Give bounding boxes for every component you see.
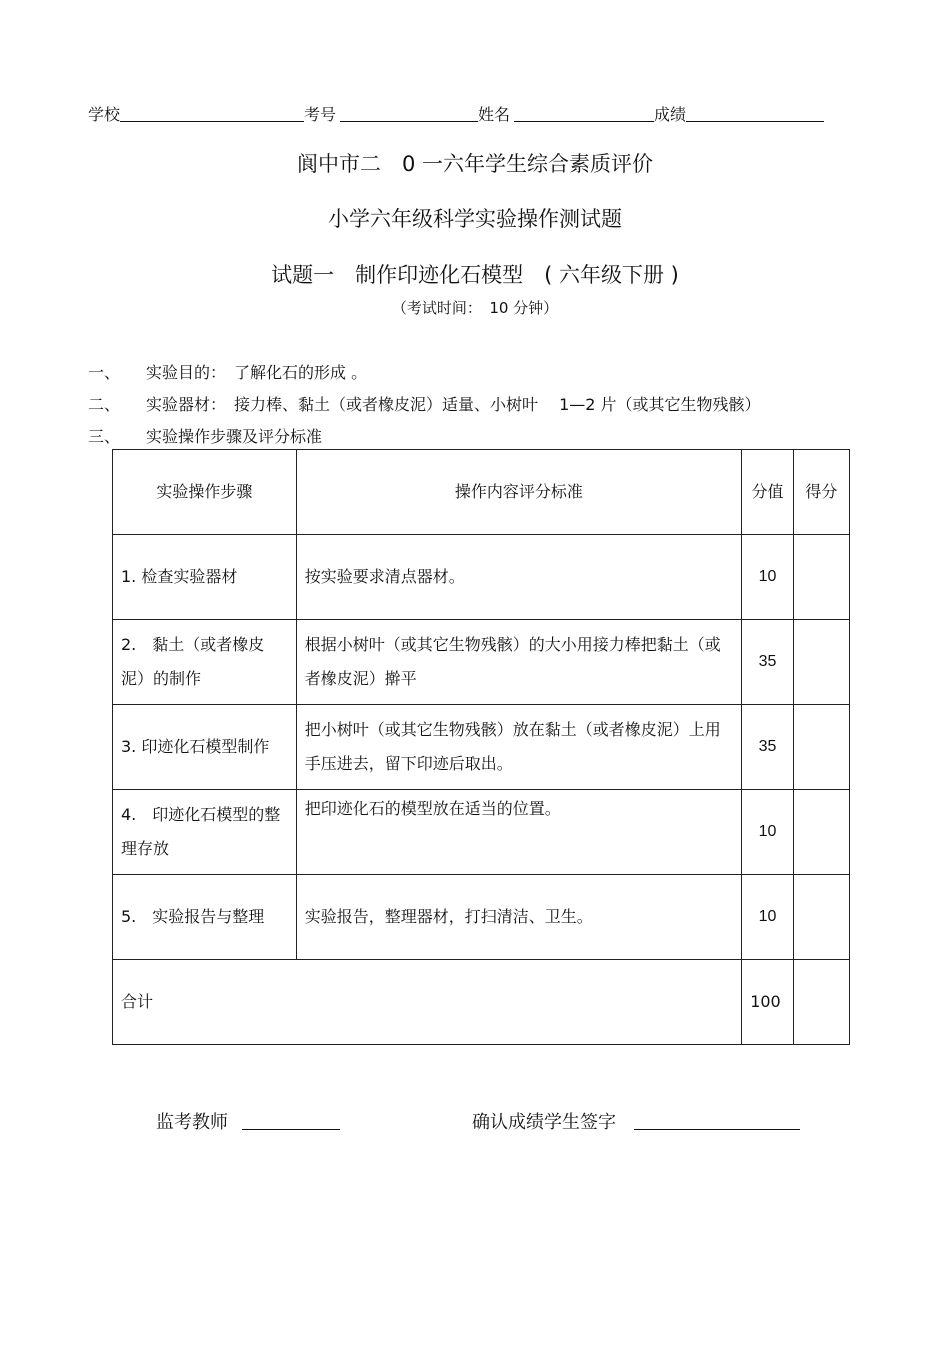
score-cell[interactable] — [793, 705, 849, 790]
student-sign-field[interactable] — [634, 1113, 800, 1130]
header-step: 实验操作步骤 — [113, 450, 297, 535]
value-cell: 10 — [742, 875, 794, 960]
exam-no-label: 考号 — [304, 105, 337, 124]
score-cell[interactable] — [793, 620, 849, 705]
step-cell: 5. 实验报告与整理 — [113, 875, 297, 960]
header-score: 得分 — [793, 450, 849, 535]
criteria-cell: 按实验要求清点器材。 — [296, 535, 742, 620]
section-purpose — [88, 362, 868, 384]
header-value: 分值 — [742, 450, 794, 535]
school-label: 学校 — [88, 105, 121, 124]
total-value: 100 — [742, 960, 794, 1045]
exam-no-field[interactable] — [340, 105, 478, 122]
sub-title: 小学六年级科学实验操作测试题 — [328, 207, 622, 231]
proctor-label: 监考教师 — [156, 1112, 228, 1133]
value-cell: 35 — [742, 705, 794, 790]
section-number: 一、 — [88, 363, 121, 382]
exam-time: （考试时间： 10 分钟） — [391, 299, 559, 317]
section-number: 二、 — [88, 395, 121, 414]
score-cell[interactable] — [793, 875, 849, 960]
score-label: 成绩 — [654, 105, 687, 124]
name-label: 姓名 — [478, 105, 511, 124]
proctor-field[interactable] — [242, 1113, 340, 1130]
table-row — [113, 705, 850, 790]
name-field[interactable] — [514, 105, 654, 122]
step-cell: 1. 检查实验器材 — [113, 535, 297, 620]
value-cell: 35 — [742, 620, 794, 705]
score-field[interactable] — [686, 105, 824, 122]
value-cell: 10 — [742, 535, 794, 620]
section-text: 实验操作步骤及评分标准 — [146, 427, 323, 446]
student-signature — [472, 1110, 800, 1136]
section-number: 三、 — [88, 427, 121, 446]
step-cell: 3. 印迹化石模型制作 — [113, 705, 297, 790]
header-line — [88, 104, 824, 126]
total-label: 合计 — [113, 960, 742, 1045]
step-cell: 2. 黏土（或者橡皮泥）的制作 — [113, 620, 297, 705]
table-header-row — [113, 450, 850, 535]
score-cell[interactable] — [793, 790, 849, 875]
table-row — [113, 790, 850, 875]
criteria-cell: 根据小树叶（或其它生物残骸）的大小用接力棒把黏土（或者橡皮泥）擀平 — [296, 620, 742, 705]
table-row — [113, 620, 850, 705]
value-cell: 10 — [742, 790, 794, 875]
score-cell[interactable] — [793, 535, 849, 620]
criteria-cell: 把印迹化石的模型放在适当的位置。 — [296, 790, 742, 875]
student-sign-label: 确认成绩学生签字 — [472, 1112, 616, 1133]
step-cell: 4. 印迹化石模型的整理存放 — [113, 790, 297, 875]
section-text: 实验器材： 接力棒、黏土（或者橡皮泥）适量、小树叶 1—2 片（或其它生物残骸） — [146, 395, 761, 414]
main-title: 阆中市二 0 一六年学生综合素质评价 — [296, 152, 654, 176]
header-criteria: 操作内容评分标准 — [296, 450, 742, 535]
section-materials — [88, 394, 868, 416]
section-steps — [88, 426, 868, 448]
table-total-row — [113, 960, 850, 1045]
scoring-table — [112, 449, 850, 1045]
proctor-signature — [156, 1110, 340, 1136]
criteria-cell: 把小树叶（或其它生物残骸）放在黏土（或者橡皮泥）上用手压进去，留下印迹后取出。 — [296, 705, 742, 790]
criteria-cell: 实验报告，整理器材，打扫清洁、卫生。 — [296, 875, 742, 960]
school-field[interactable] — [120, 105, 304, 122]
section-text: 实验目的： 了解化石的形成 。 — [146, 363, 368, 382]
question-title: 试题一 制作印迹化石模型 ( 六年级下册 ) — [271, 263, 679, 287]
table-row — [113, 875, 850, 960]
total-score-cell[interactable] — [793, 960, 849, 1045]
table-row — [113, 535, 850, 620]
